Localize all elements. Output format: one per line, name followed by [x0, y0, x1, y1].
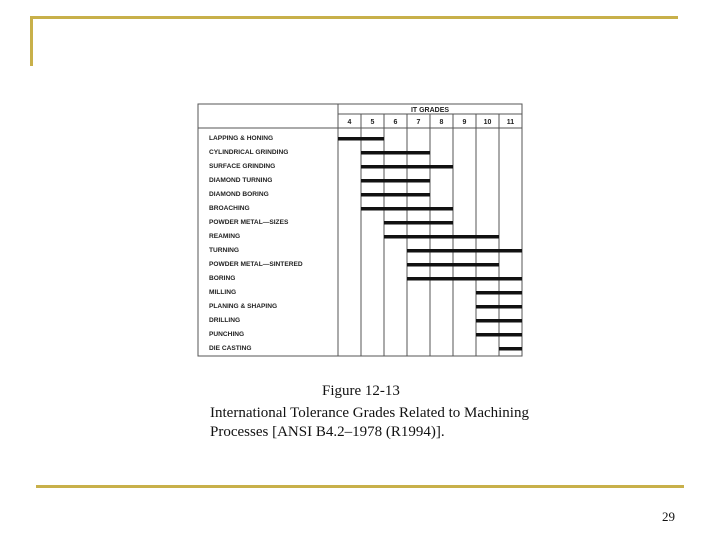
process-range-bar	[407, 263, 499, 267]
grade-tick-label: 11	[506, 119, 515, 126]
figure-caption: International Tolerance Grades Related to Machining Processes [ANSI B4.2–1978 (R1994)].	[210, 405, 529, 440]
process-range-bar	[361, 193, 430, 197]
process-label: DIAMOND TURNING	[209, 177, 273, 184]
process-label: POWDER METAL—SIZES	[209, 219, 289, 226]
it-grades-chart	[190, 98, 530, 360]
process-range-bar	[407, 249, 522, 253]
frame-top-rule	[30, 16, 678, 19]
process-range-bar	[361, 151, 430, 155]
process-label: REAMING	[209, 233, 241, 240]
process-label: BORING	[209, 275, 236, 282]
process-range-bar	[476, 305, 522, 309]
process-label: MILLING	[209, 289, 237, 296]
grade-tick-label: 10	[483, 119, 492, 126]
process-range-bar	[384, 221, 453, 225]
frame-left-rule	[30, 16, 33, 66]
process-label: DRILLING	[209, 317, 241, 324]
process-label: PUNCHING	[209, 331, 245, 338]
process-label: DIAMOND BORING	[209, 191, 269, 198]
process-label: POWDER METAL—SINTERED	[209, 261, 303, 268]
process-label: SURFACE GRINDING	[209, 163, 276, 170]
process-range-bar	[499, 347, 522, 351]
process-label: TURNING	[209, 247, 240, 254]
grade-tick-label: 5	[370, 119, 375, 126]
figure-number: Figure 12-13	[322, 383, 400, 399]
process-label: PLANING & SHAPING	[209, 303, 278, 310]
process-label: CYLINDRICAL GRINDING	[209, 149, 289, 156]
grade-tick-label: 9	[462, 119, 467, 126]
grade-tick-label: 7	[416, 119, 421, 126]
grade-tick-label: 6	[393, 119, 398, 126]
page-number: 29	[662, 509, 675, 524]
process-range-bar	[338, 137, 384, 141]
process-range-bar	[361, 165, 453, 169]
process-range-bar	[476, 319, 522, 323]
grade-tick-label: 4	[347, 119, 352, 126]
process-label: BROACHING	[209, 205, 250, 212]
process-label: LAPPING & HONING	[209, 135, 274, 142]
grade-tick-label: 8	[439, 119, 444, 126]
frame-bottom-rule	[36, 485, 684, 488]
process-range-bar	[407, 277, 522, 281]
process-label: DIE CASTING	[209, 345, 252, 352]
process-range-bar	[361, 207, 453, 211]
process-range-bar	[384, 235, 499, 239]
process-range-bar	[476, 291, 522, 295]
process-range-bar	[361, 179, 430, 183]
chart-title: IT GRADES	[410, 107, 450, 114]
process-range-bar	[476, 333, 522, 337]
